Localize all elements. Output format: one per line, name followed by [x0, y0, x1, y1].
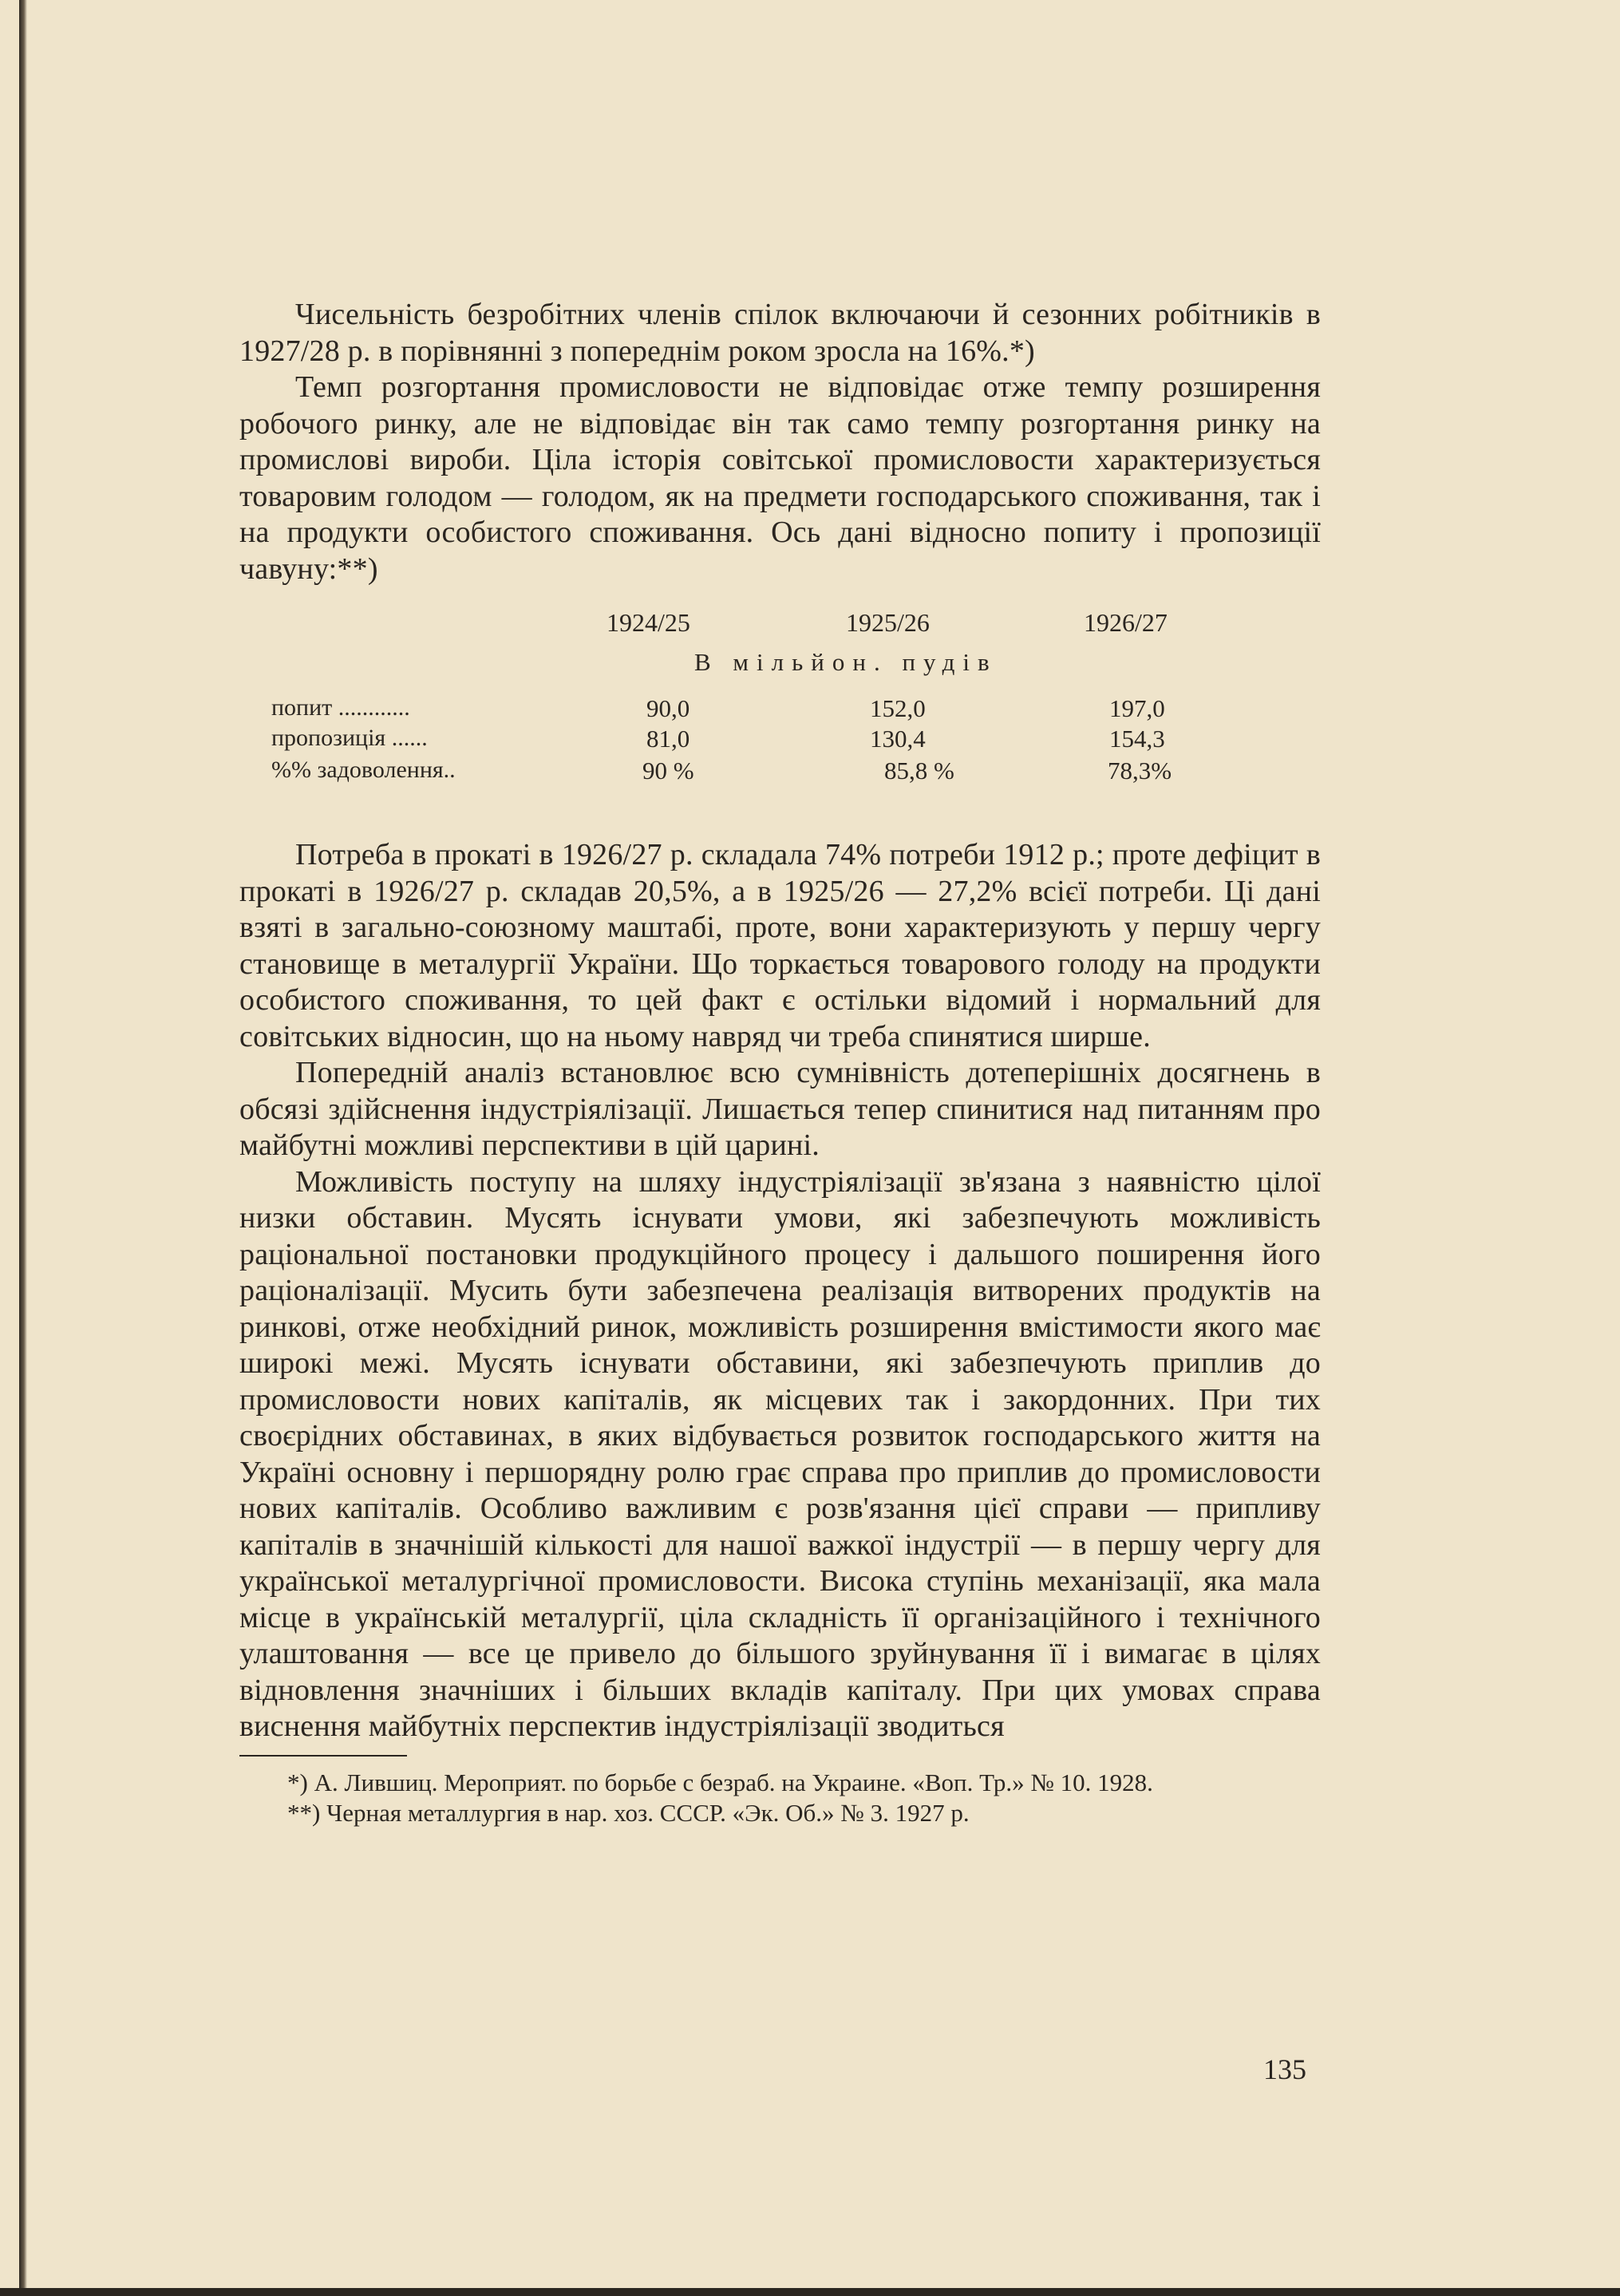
table-year-header: 1925/26 [846, 608, 930, 637]
paragraph: Можливість поступу на шляху індустріялізації зв'язана з наявністю цілої низки обставин. Мусять існувати умови, які забезпечують можливість раціональної постановки продукційного процесу і дальшого поширення його раціоналізації. Мусить бути забезпечена реалізація витворених продуктів на ринкові, отже необхідний ринок, можливість розширення вмістимости якого має широкі межі. Мусять існувати обставини, які забезпечують приплив до промисловости нових капіталів, як місцевих так і закордонних. При тих своєрідних обставинах, в яких відбувається розвиток господарського життя на Україні основну і першорядну ролю грає справа про приплив до промисловости нових капіталів. Особливо важливим є розв'язання цієї справи — припливу капіталів в значнішій кількості для нашої важкої індустрії — в першу чергу для української металургічної промисловости. Висока ступінь механізації, яка мала місце в українській металургії, ціла складність її організаційного і технічного улаштовання — все це привело до більшого зруйнування її і вимагає в цілях відновлення значніших і більших вкладів капіталу. При цих умовах справа виснення майбутніх перспектив індустріялізації зводиться [239, 1164, 1321, 1743]
table-cell: 152,0 [870, 694, 926, 722]
table-cell: 78,3% [1108, 757, 1172, 784]
table-cell: 90 % [642, 757, 694, 784]
table-year-header: 1924/25 [607, 608, 690, 637]
table-cell: 154,3 [1109, 725, 1165, 753]
footnote: *) А. Лившиц. Мероприят. по борьбе с безраб. на Украине. «Воп. Тр.» № 10. 1928. [287, 1768, 1153, 1796]
paragraph: Потреба в прокаті в 1926/27 р. складала 74% потреби 1912 р.; проте дефіцит в прокаті в 1926/27 р. складав 20,5%, а в 1925/26 — 27,2% всієї потреби. Ці дані взяті в загально-союзному маштабі, проте, вони характеризують у першу чергу становище в металургії України. Що торкається товарового голоду на продукти особистого споживання, то цей факт є остільки відомий і нормальний для совітських відносин, що на ньому навряд чи треба спинятися ширше. [239, 838, 1321, 1053]
table-cell: 90,0 [646, 694, 690, 722]
table-row-label: пропозиція ...... [271, 725, 428, 751]
footnote: **) Черная металлургия в нар. хоз. СССР. «Эк. Об.» № 3. 1927 р. [287, 1798, 970, 1827]
paragraph: Темп розгортання промисловости не відповідає отже темпу розширення робочого ринку, але не відповідає він так само темпу розгортання ринку на промислові вироби. Ціла історія совітської промисловости характеризується товаровим голодом — голодом, як на предмети господарського споживання, так і на продукти особистого споживання. Ось дані відносно попиту і пропозиції чавуну:**) [239, 370, 1321, 586]
binding-edge [19, 0, 27, 2296]
table-row-label: попит ............ [271, 694, 410, 721]
page-number: 135 [1263, 2053, 1306, 2085]
table-year-header: 1926/27 [1084, 608, 1168, 637]
paragraph: Попередній аналіз встановлює всю сумнівність дотеперішніх досягнень в обсязі здійснення індустріялізації. Лишається тепер спинитися над питанням про майбутні можливі перспективи в цій царині. [239, 1056, 1321, 1162]
table-row-label: %% задоволення.. [271, 757, 456, 783]
footnote-rule [239, 1755, 407, 1757]
pig-iron-table [239, 608, 1321, 820]
table-cell: 81,0 [646, 725, 690, 753]
table-cell: 130,4 [870, 725, 926, 753]
table-cell: 85,8 % [884, 757, 954, 784]
table-unit: В мільйон. пудів [694, 648, 998, 676]
page-bottom-edge [0, 2288, 1620, 2296]
paragraph: Чисельність безробітних членів спілок включаючи й сезонних робітників в 1927/28 р. в порівнянні з попереднім роком зросла на 16%.*) [239, 298, 1321, 368]
table-cell: 197,0 [1109, 694, 1165, 722]
main-text [239, 297, 1321, 1828]
